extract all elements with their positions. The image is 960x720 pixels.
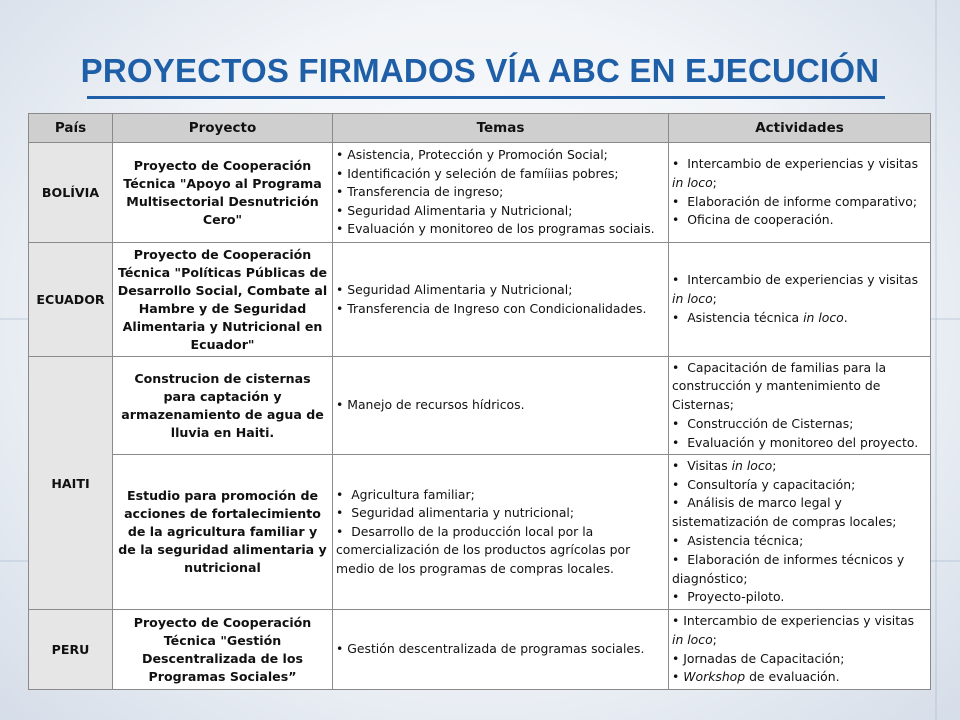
project-cell: Construcion de cisternas para captación y armazenamiento de agua de lluvia en Haiti. <box>113 357 333 455</box>
list-item: • Evaluación y monitoreo del proyecto. <box>672 434 927 453</box>
list-item: • Análisis de marco legal y sistematización de compras locales; <box>672 494 927 532</box>
table-row <box>29 243 931 357</box>
list-item: • Intercambio de experiencias y visitas in loco; <box>672 155 927 193</box>
activities-cell <box>669 243 931 357</box>
themes-cell <box>333 610 669 690</box>
activities-cell <box>669 143 931 243</box>
list-item: • Seguridad Alimentaria y Nutricional; <box>336 281 665 300</box>
header-actividades: Actividades <box>669 114 931 143</box>
country-cell: ECUADOR <box>29 243 113 357</box>
list-item: • Workshop de evaluación. <box>672 668 927 687</box>
page-title: PROYECTOS FIRMADOS VÍA ABC EN EJECUCIÓN <box>80 52 880 89</box>
list-item: • Seguridad Alimentaria y Nutricional; <box>336 202 665 221</box>
table-row <box>29 610 931 690</box>
title-underline <box>87 96 885 99</box>
background-stripe <box>935 0 937 720</box>
list-item: • Visitas in loco; <box>672 457 927 476</box>
table-header-row <box>29 114 931 143</box>
activities-cell <box>669 455 931 610</box>
list-item: • Seguridad alimentaria y nutricional; <box>336 504 665 523</box>
themes-cell <box>333 455 669 610</box>
list-item: • Transferencia de ingreso; <box>336 183 665 202</box>
list-item: • Elaboración de informe comparativo; <box>672 193 927 212</box>
list-item: • Transferencia de Ingreso con Condicionalidades. <box>336 300 665 319</box>
list-item: • Oficina de cooperación. <box>672 211 927 230</box>
list-item: • Proyecto-piloto. <box>672 588 927 607</box>
country-cell: BOLÍVIA <box>29 143 113 243</box>
list-item: • Capacitación de familias para la construcción y mantenimiento de Cisternas; <box>672 359 927 415</box>
list-item: • Intercambio de experiencias y visitas in loco; <box>672 271 927 309</box>
header-pais: País <box>29 114 113 143</box>
list-item: • Desarrollo de la producción local por la comercialización de los productos agrícolas por medio de los programas de compras locales. <box>336 523 665 579</box>
projects-table <box>28 113 931 690</box>
header-proyecto: Proyecto <box>113 114 333 143</box>
project-cell: Proyecto de Cooperación Técnica "Gestión Descentralizada de los Programas Sociales” <box>113 610 333 690</box>
list-item: • Evaluación y monitoreo de los programas sociais. <box>336 220 665 239</box>
list-item: • Consultoría y capacitación; <box>672 476 927 495</box>
themes-cell <box>333 143 669 243</box>
table-row <box>29 357 931 455</box>
list-item: • Elaboración de informes técnicos y diagnóstico; <box>672 551 927 589</box>
list-item: • Jornadas de Capacitación; <box>672 650 927 669</box>
project-cell: Proyecto de Cooperación Técnica "Políticas Públicas de Desarrollo Social, Combate al Hambre y de Seguridad Alimentaria y Nutricional en Ecuador" <box>113 243 333 357</box>
list-item: • Identificación y seleción de famíiias pobres; <box>336 165 665 184</box>
project-cell: Proyecto de Cooperación Técnica "Apoyo al Programa Multisectorial Desnutrición Cero" <box>113 143 333 243</box>
table-row <box>29 143 931 243</box>
project-cell: Estudio para promoción de acciones de fortalecimiento de la agricultura familiar y de la seguridad alimentaria y nutricional <box>113 455 333 610</box>
country-cell: HAITI <box>29 357 113 610</box>
list-item: • Manejo de recursos hídricos. <box>336 396 665 415</box>
themes-cell <box>333 243 669 357</box>
activities-cell <box>669 610 931 690</box>
list-item: • Asistencia técnica; <box>672 532 927 551</box>
country-cell: PERU <box>29 610 113 690</box>
header-temas: Temas <box>333 114 669 143</box>
list-item: • Construcción de Cisternas; <box>672 415 927 434</box>
list-item: • Asistencia, Protección y Promoción Social; <box>336 146 665 165</box>
list-item: • Intercambio de experiencias y visitas in loco; <box>672 612 927 650</box>
activities-cell <box>669 357 931 455</box>
list-item: • Asistencia técnica in loco. <box>672 309 927 328</box>
themes-cell <box>333 357 669 455</box>
table-row <box>29 455 931 610</box>
list-item: • Gestión descentralizada de programas sociales. <box>336 640 665 659</box>
list-item: • Agricultura familiar; <box>336 486 665 505</box>
